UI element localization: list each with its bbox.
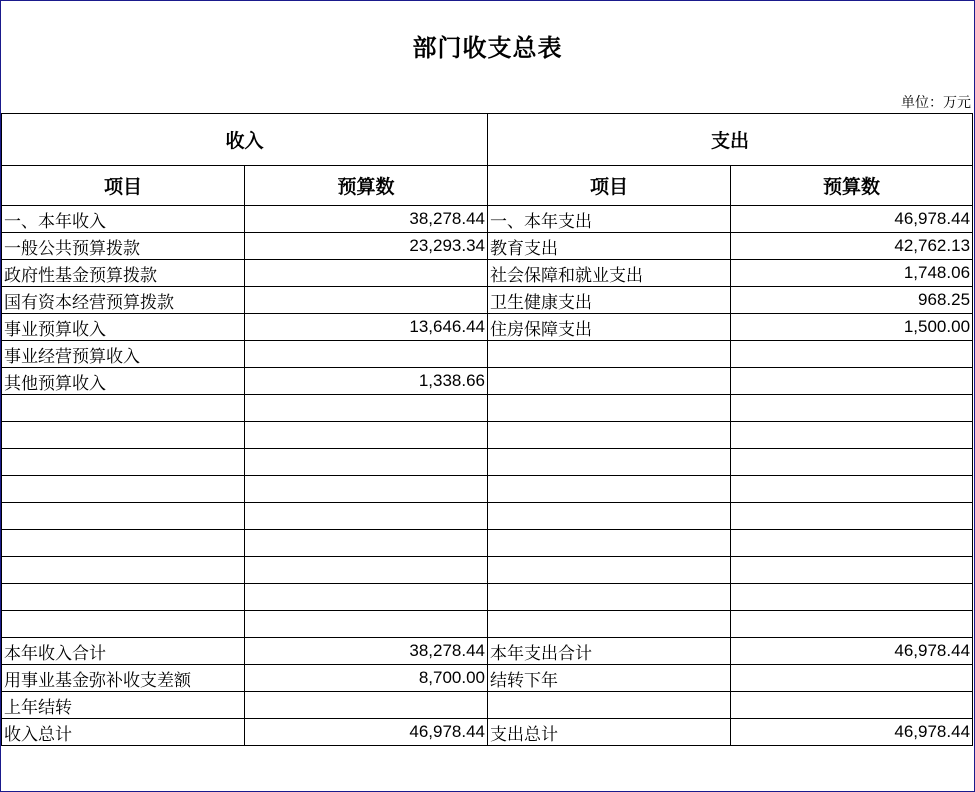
income-value-cell[interactable] bbox=[245, 692, 488, 719]
expense-item-cell[interactable] bbox=[488, 449, 731, 476]
income-value-cell[interactable] bbox=[245, 260, 488, 287]
income-item-cell[interactable] bbox=[2, 584, 245, 611]
expense-value-cell[interactable] bbox=[731, 422, 973, 449]
column-header-row bbox=[2, 166, 973, 206]
income-value-cell[interactable] bbox=[245, 422, 488, 449]
income-item-cell[interactable]: 一、本年收入 bbox=[2, 206, 245, 233]
income-value-cell[interactable] bbox=[245, 341, 488, 368]
section-header-row bbox=[2, 114, 973, 166]
expense-item-cell[interactable]: 住房保障支出 bbox=[488, 314, 731, 341]
income-item-cell[interactable]: 其他预算收入 bbox=[2, 368, 245, 395]
income-item-cell[interactable] bbox=[2, 503, 245, 530]
expense-item-cell[interactable]: 本年支出合计 bbox=[488, 638, 731, 665]
table-row bbox=[2, 530, 973, 557]
expense-value-cell[interactable]: 46,978.44 bbox=[731, 638, 973, 665]
income-value-cell[interactable]: 38,278.44 bbox=[245, 206, 488, 233]
expense-item-cell[interactable]: 教育支出 bbox=[488, 233, 731, 260]
table-row bbox=[2, 260, 973, 287]
income-item-cell[interactable] bbox=[2, 422, 245, 449]
expense-value-cell[interactable] bbox=[731, 503, 973, 530]
expense-value-cell[interactable]: 46,978.44 bbox=[731, 206, 973, 233]
income-item-header[interactable]: 项目 bbox=[2, 166, 245, 206]
unit-label: 单位：万元 bbox=[901, 95, 971, 111]
income-item-cell[interactable]: 政府性基金预算拨款 bbox=[2, 260, 245, 287]
expense-value-cell[interactable] bbox=[731, 395, 973, 422]
table-row bbox=[2, 287, 973, 314]
table-row bbox=[2, 638, 973, 665]
expense-item-cell[interactable] bbox=[488, 368, 731, 395]
income-item-cell[interactable]: 国有资本经营预算拨款 bbox=[2, 287, 245, 314]
income-item-cell[interactable] bbox=[2, 530, 245, 557]
income-value-cell[interactable] bbox=[245, 287, 488, 314]
expense-value-cell[interactable]: 968.25 bbox=[731, 287, 973, 314]
expense-item-cell[interactable]: 一、本年支出 bbox=[488, 206, 731, 233]
expense-item-cell[interactable] bbox=[488, 341, 731, 368]
expense-value-cell[interactable]: 46,978.44 bbox=[731, 719, 973, 746]
income-budget-header[interactable]: 预算数 bbox=[245, 166, 488, 206]
income-value-cell[interactable] bbox=[245, 611, 488, 638]
expense-item-cell[interactable] bbox=[488, 530, 731, 557]
expense-value-cell[interactable]: 1,500.00 bbox=[731, 314, 973, 341]
expense-value-cell[interactable]: 1,748.06 bbox=[731, 260, 973, 287]
expense-item-header[interactable]: 项目 bbox=[488, 166, 731, 206]
expense-value-cell[interactable] bbox=[731, 449, 973, 476]
income-item-cell[interactable] bbox=[2, 449, 245, 476]
income-value-cell[interactable] bbox=[245, 476, 488, 503]
income-value-cell[interactable]: 46,978.44 bbox=[245, 719, 488, 746]
expense-item-cell[interactable]: 支出总计 bbox=[488, 719, 731, 746]
income-value-cell[interactable] bbox=[245, 584, 488, 611]
table-row bbox=[2, 206, 973, 233]
section-expense[interactable]: 支出 bbox=[488, 114, 973, 166]
income-item-cell[interactable] bbox=[2, 611, 245, 638]
table-row bbox=[2, 395, 973, 422]
expense-item-cell[interactable] bbox=[488, 692, 731, 719]
income-value-cell[interactable]: 1,338.66 bbox=[245, 368, 488, 395]
income-value-cell[interactable] bbox=[245, 557, 488, 584]
table-row bbox=[2, 692, 973, 719]
income-item-cell[interactable]: 收入总计 bbox=[2, 719, 245, 746]
expense-value-cell[interactable] bbox=[731, 611, 973, 638]
page-title: 部门收支总表 bbox=[412, 34, 563, 62]
income-value-cell[interactable] bbox=[245, 530, 488, 557]
expense-item-cell[interactable] bbox=[488, 422, 731, 449]
income-item-cell[interactable] bbox=[2, 476, 245, 503]
budget-table bbox=[1, 113, 973, 746]
income-value-cell[interactable]: 23,293.34 bbox=[245, 233, 488, 260]
table-row bbox=[2, 233, 973, 260]
table-row bbox=[2, 422, 973, 449]
income-item-cell[interactable]: 本年收入合计 bbox=[2, 638, 245, 665]
income-value-cell[interactable]: 13,646.44 bbox=[245, 314, 488, 341]
table-row bbox=[2, 314, 973, 341]
table-row bbox=[2, 476, 973, 503]
expense-item-cell[interactable]: 卫生健康支出 bbox=[488, 287, 731, 314]
table-row bbox=[2, 341, 973, 368]
expense-item-cell[interactable] bbox=[488, 503, 731, 530]
income-value-cell[interactable]: 8,700.00 bbox=[245, 665, 488, 692]
expense-value-cell[interactable] bbox=[731, 692, 973, 719]
expense-item-cell[interactable] bbox=[488, 476, 731, 503]
expense-item-cell[interactable]: 结转下年 bbox=[488, 665, 731, 692]
table-row bbox=[2, 557, 973, 584]
income-value-cell[interactable] bbox=[245, 395, 488, 422]
income-item-cell[interactable] bbox=[2, 395, 245, 422]
income-item-cell[interactable]: 事业预算收入 bbox=[2, 314, 245, 341]
section-income[interactable]: 收入 bbox=[2, 114, 488, 166]
income-item-cell[interactable]: 一般公共预算拨款 bbox=[2, 233, 245, 260]
expense-value-cell[interactable] bbox=[731, 530, 973, 557]
table-row bbox=[2, 665, 973, 692]
table-row bbox=[2, 611, 973, 638]
income-item-cell[interactable]: 上年结转 bbox=[2, 692, 245, 719]
income-value-cell[interactable] bbox=[245, 449, 488, 476]
expense-budget-header[interactable]: 预算数 bbox=[731, 166, 973, 206]
table-row bbox=[2, 719, 973, 746]
table-row bbox=[2, 584, 973, 611]
expense-value-cell[interactable] bbox=[731, 476, 973, 503]
income-item-cell[interactable]: 用事业基金弥补收支差额 bbox=[2, 665, 245, 692]
expense-item-cell[interactable] bbox=[488, 611, 731, 638]
table-row bbox=[2, 368, 973, 395]
expense-value-cell[interactable] bbox=[731, 665, 973, 692]
income-value-cell[interactable]: 38,278.44 bbox=[245, 638, 488, 665]
expense-value-cell[interactable] bbox=[731, 584, 973, 611]
income-item-cell[interactable] bbox=[2, 557, 245, 584]
expense-value-cell[interactable] bbox=[731, 368, 973, 395]
income-value-cell[interactable] bbox=[245, 503, 488, 530]
expense-item-cell[interactable] bbox=[488, 584, 731, 611]
expense-item-cell[interactable] bbox=[488, 557, 731, 584]
expense-item-cell[interactable]: 社会保障和就业支出 bbox=[488, 260, 731, 287]
expense-value-cell[interactable] bbox=[731, 341, 973, 368]
expense-value-cell[interactable] bbox=[731, 557, 973, 584]
expense-item-cell[interactable] bbox=[488, 395, 731, 422]
table-row bbox=[2, 449, 973, 476]
income-item-cell[interactable]: 事业经营预算收入 bbox=[2, 341, 245, 368]
table-row bbox=[2, 503, 973, 530]
expense-value-cell[interactable]: 42,762.13 bbox=[731, 233, 973, 260]
